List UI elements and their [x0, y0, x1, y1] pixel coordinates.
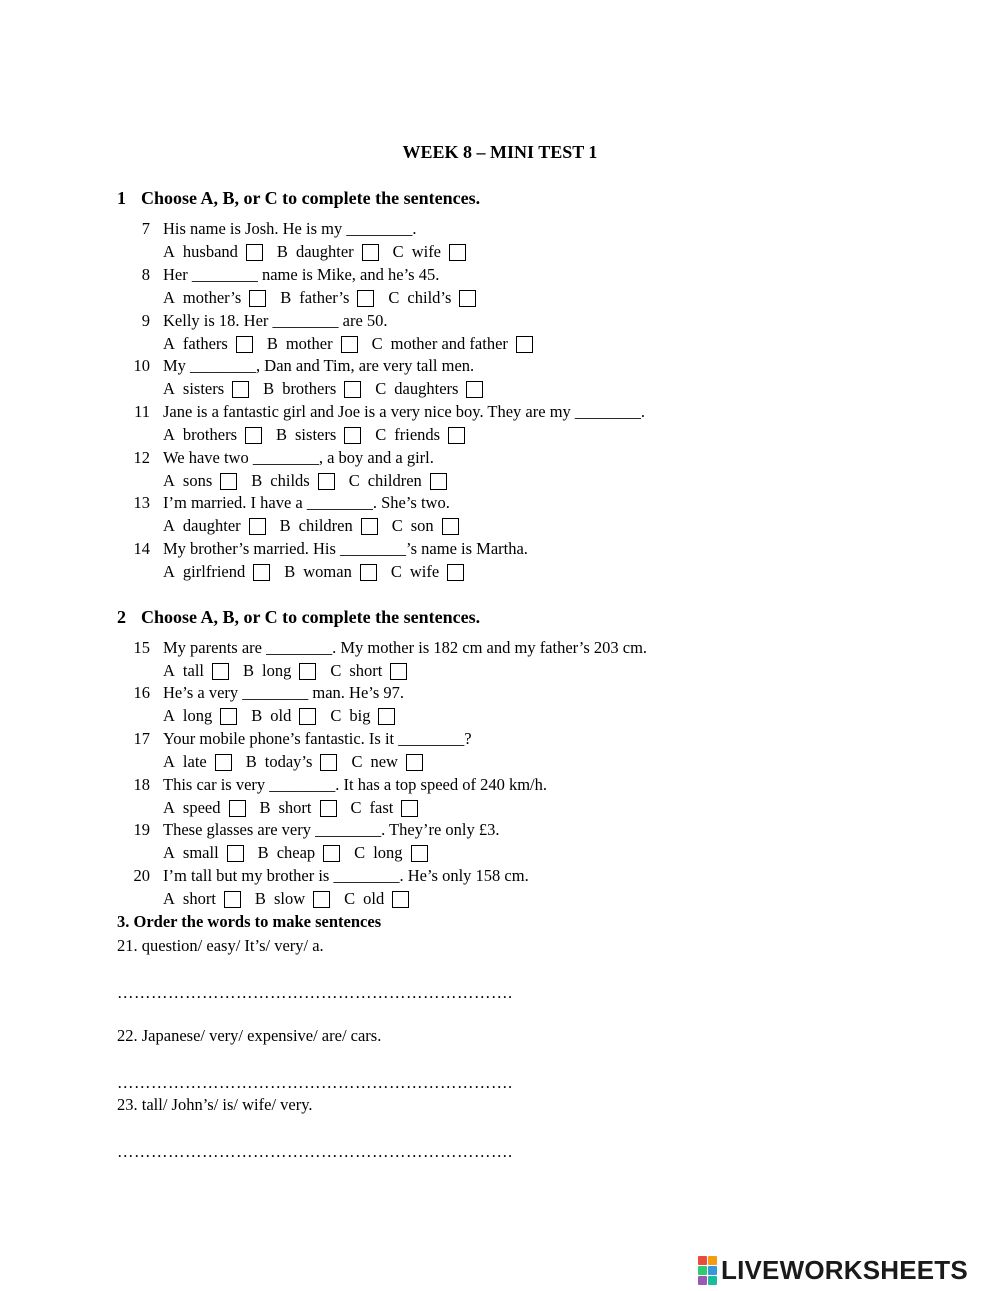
option-label: long: [373, 843, 403, 862]
logo-square-1: [698, 1256, 707, 1265]
answer-checkbox[interactable]: [360, 564, 377, 581]
option-letter: C: [371, 334, 383, 353]
question-text: My parents are ________. My mother is 182 cm and my father’s 203 cm.: [163, 638, 648, 657]
option-label: friends: [394, 425, 441, 444]
logo-square-6: [708, 1276, 717, 1285]
question-15: [0, 638, 1000, 682]
answer-checkbox[interactable]: [442, 518, 459, 535]
option-label: today’s: [264, 752, 313, 771]
option-label: tall: [182, 661, 204, 680]
liveworksheets-logo: [698, 1256, 968, 1284]
question-11: [0, 402, 1000, 446]
option-c[interactable]: [392, 516, 459, 536]
option-label: new: [370, 752, 398, 771]
option-label: mother: [285, 334, 333, 353]
answer-checkbox[interactable]: [378, 708, 395, 725]
option-c[interactable]: [375, 425, 465, 445]
question-number: 10: [133, 356, 150, 375]
option-letter: A: [163, 798, 175, 817]
question-text: His name is Josh. He is my ________.: [163, 219, 417, 238]
answer-checkbox[interactable]: [344, 427, 361, 444]
option-b[interactable]: [255, 889, 330, 909]
option-letter: A: [163, 752, 175, 771]
option-c[interactable]: [351, 798, 419, 818]
answer-checkbox[interactable]: [362, 244, 379, 261]
question-number: 8: [141, 265, 150, 284]
answer-checkbox[interactable]: [227, 845, 244, 862]
question-text: These glasses are very ________. They’re only £3.: [163, 820, 500, 839]
option-label: short: [349, 661, 383, 680]
answer-checkbox[interactable]: [212, 663, 229, 680]
answer-checkbox[interactable]: [299, 663, 316, 680]
question-text: My ________, Dan and Tim, are very tall men.: [163, 356, 475, 375]
question-number: 20: [133, 866, 150, 885]
option-label: children: [367, 471, 422, 490]
question-7: [0, 219, 1000, 263]
option-letter: C: [375, 379, 387, 398]
option-letter: C: [354, 843, 366, 862]
option-label: daughter: [295, 242, 354, 261]
question-number: 17: [133, 729, 150, 748]
answer-options: [163, 562, 478, 582]
section-1-title: Choose A, B, or C to complete the sentences.: [141, 188, 481, 208]
answer-checkbox[interactable]: [313, 891, 330, 908]
question-text: My brother’s married. His ________’s name is Martha.: [163, 539, 528, 558]
option-letter: C: [330, 661, 342, 680]
option-label: children: [298, 516, 353, 535]
question-number: 12: [133, 448, 150, 467]
option-label: slow: [273, 889, 306, 908]
answer-options: [163, 889, 423, 909]
option-letter: B: [243, 661, 255, 680]
answer-checkbox[interactable]: [411, 845, 428, 862]
section-3-heading: 3. Order the words to make sentences: [117, 912, 382, 931]
answer-options: [163, 471, 461, 491]
answer-checkbox[interactable]: [392, 891, 409, 908]
option-letter: B: [254, 889, 266, 908]
option-letter: A: [163, 843, 175, 862]
option-label: child’s: [407, 288, 452, 307]
answer-checkbox[interactable]: [449, 244, 466, 261]
answer-checkbox[interactable]: [406, 754, 423, 771]
option-c[interactable]: [330, 706, 395, 726]
order-words-prompt: 21. question/ easy/ It’s/ very/ a.: [117, 936, 324, 955]
answer-options: [163, 661, 421, 681]
logo-square-5: [698, 1276, 707, 1285]
logo-square-3: [698, 1266, 707, 1275]
question-12: [0, 448, 1000, 492]
section-1-heading: [117, 188, 480, 209]
option-letter: A: [163, 562, 175, 581]
option-label: short: [182, 889, 216, 908]
option-label: girlfriend: [182, 562, 246, 581]
answer-options: [163, 798, 432, 818]
option-letter: B: [251, 471, 263, 490]
option-label: late: [182, 752, 207, 771]
question-19: [0, 820, 1000, 864]
option-label: old: [363, 889, 385, 908]
option-letter: C: [391, 516, 403, 535]
answer-checkbox[interactable]: [245, 427, 262, 444]
option-letter: B: [257, 843, 269, 862]
section-2-number: 2: [117, 607, 126, 627]
option-b[interactable]: [258, 843, 341, 863]
question-number: 7: [141, 219, 150, 238]
question-text: I’m married. I have a ________. She’s two.: [163, 493, 450, 512]
option-a[interactable]: [163, 516, 266, 536]
answer-options: [163, 425, 479, 445]
option-c[interactable]: [388, 288, 476, 308]
option-a[interactable]: [163, 425, 262, 445]
answer-checkbox[interactable]: [361, 518, 378, 535]
option-a[interactable]: [163, 798, 246, 818]
option-letter: B: [251, 706, 263, 725]
option-label: wife: [411, 242, 442, 261]
answer-checkbox[interactable]: [224, 891, 241, 908]
option-c[interactable]: [349, 471, 447, 491]
option-c[interactable]: [372, 334, 533, 354]
question-number: 9: [141, 311, 150, 330]
option-b[interactable]: [276, 425, 361, 445]
order-words-prompt: 22. Japanese/ very/ expensive/ are/ cars.: [117, 1026, 382, 1045]
option-letter: B: [279, 516, 291, 535]
option-b[interactable]: [260, 798, 337, 818]
answer-checkbox[interactable]: [430, 473, 447, 490]
option-b[interactable]: [280, 288, 374, 308]
option-letter: C: [392, 242, 404, 261]
option-b[interactable]: [284, 562, 377, 582]
option-c[interactable]: [393, 242, 466, 262]
option-label: sisters: [295, 425, 337, 444]
option-a[interactable]: [163, 288, 266, 308]
option-letter: A: [163, 516, 175, 535]
answer-line[interactable]: …………………………………………………………….: [117, 983, 513, 1002]
option-letter: C: [390, 562, 402, 581]
option-label: short: [278, 798, 312, 817]
option-b[interactable]: [267, 334, 358, 354]
question-text: Her ________ name is Mike, and he’s 45.: [163, 265, 440, 284]
option-letter: B: [276, 425, 288, 444]
option-label: childs: [270, 471, 310, 490]
option-label: speed: [182, 798, 221, 817]
option-label: long: [262, 661, 292, 680]
option-a[interactable]: [163, 661, 229, 681]
option-letter: B: [280, 288, 292, 307]
question-text: Your mobile phone’s fantastic. Is it ________?: [163, 729, 472, 748]
answer-checkbox[interactable]: [215, 754, 232, 771]
answer-checkbox[interactable]: [447, 564, 464, 581]
option-letter: C: [388, 288, 400, 307]
option-letter: A: [163, 288, 175, 307]
question-text: I’m tall but my brother is ________. He’s only 158 cm.: [163, 866, 529, 885]
option-label: mother’s: [182, 288, 242, 307]
answer-options: [163, 843, 442, 863]
question-9: [0, 311, 1000, 355]
answer-checkbox[interactable]: [390, 663, 407, 680]
answer-checkbox[interactable]: [323, 845, 340, 862]
option-letter: A: [163, 889, 175, 908]
option-letter: A: [163, 661, 175, 680]
question-10: [0, 356, 1000, 400]
option-label: old: [270, 706, 292, 725]
option-label: fast: [369, 798, 394, 817]
option-letter: C: [351, 752, 363, 771]
option-label: mother and father: [390, 334, 508, 353]
order-words-prompt: 23. tall/ John’s/ is/ wife/ very.: [117, 1095, 313, 1114]
option-letter: A: [163, 425, 175, 444]
question-number: 15: [133, 638, 150, 657]
question-number: 13: [133, 493, 150, 512]
option-letter: C: [350, 798, 362, 817]
option-a[interactable]: [163, 752, 232, 772]
option-label: cheap: [276, 843, 316, 862]
logo-text: LIVEWORKSHEETS: [721, 1254, 968, 1285]
option-letter: C: [344, 889, 356, 908]
option-c[interactable]: [375, 379, 483, 399]
option-b[interactable]: [243, 661, 316, 681]
option-a[interactable]: [163, 379, 249, 399]
option-a[interactable]: [163, 889, 241, 909]
option-b[interactable]: [280, 516, 378, 536]
option-b[interactable]: [246, 752, 338, 772]
option-label: husband: [182, 242, 238, 261]
option-c[interactable]: [354, 843, 427, 863]
answer-checkbox[interactable]: [246, 244, 263, 261]
option-letter: B: [266, 334, 278, 353]
answer-checkbox[interactable]: [299, 708, 316, 725]
question-text: We have two ________, a boy and a girl.: [163, 448, 434, 467]
answer-line[interactable]: …………………………………………………………….: [117, 1073, 513, 1092]
option-b[interactable]: [277, 242, 379, 262]
option-label: fathers: [182, 334, 228, 353]
answer-checkbox[interactable]: [320, 800, 337, 817]
option-c[interactable]: [344, 889, 409, 909]
answer-checkbox[interactable]: [249, 290, 266, 307]
question-14: [0, 539, 1000, 583]
answer-line[interactable]: …………………………………………………………….: [117, 1142, 513, 1161]
option-letter: B: [284, 562, 296, 581]
option-c[interactable]: [391, 562, 464, 582]
option-label: wife: [409, 562, 440, 581]
answer-options: [163, 752, 437, 772]
answer-checkbox[interactable]: [220, 473, 237, 490]
question-18: [0, 775, 1000, 819]
answer-checkbox[interactable]: [318, 473, 335, 490]
option-a[interactable]: [163, 706, 237, 726]
answer-checkbox[interactable]: [466, 381, 483, 398]
question-17: [0, 729, 1000, 773]
answer-checkbox[interactable]: [249, 518, 266, 535]
question-13: [0, 493, 1000, 537]
section-1-number: 1: [117, 188, 126, 208]
option-label: son: [410, 516, 434, 535]
option-letter: A: [163, 334, 175, 353]
question-8: [0, 265, 1000, 309]
logo-mark-icon: [698, 1256, 717, 1285]
page-title: WEEK 8 – MINI TEST 1: [402, 142, 598, 162]
answer-checkbox[interactable]: [253, 564, 270, 581]
option-a[interactable]: [163, 843, 244, 863]
answer-options: [163, 288, 490, 308]
option-label: woman: [303, 562, 352, 581]
option-letter: B: [259, 798, 271, 817]
answer-options: [163, 516, 473, 536]
option-b[interactable]: [263, 379, 361, 399]
section-2-heading: [117, 607, 480, 628]
option-a[interactable]: [163, 334, 253, 354]
answer-checkbox[interactable]: [220, 708, 237, 725]
answer-checkbox[interactable]: [516, 336, 533, 353]
option-letter: A: [163, 471, 175, 490]
answer-options: [163, 242, 480, 262]
option-letter: B: [263, 379, 275, 398]
option-letter: A: [163, 706, 175, 725]
option-label: long: [182, 706, 213, 725]
answer-checkbox[interactable]: [236, 336, 253, 353]
option-a[interactable]: [163, 471, 237, 491]
option-label: father’s: [299, 288, 350, 307]
question-number: 14: [133, 539, 150, 558]
question-text: This car is very ________. It has a top speed of 240 km/h.: [163, 775, 548, 794]
answer-checkbox[interactable]: [320, 754, 337, 771]
answer-options: [163, 706, 409, 726]
logo-square-2: [708, 1256, 717, 1265]
option-letter: C: [348, 471, 360, 490]
answer-checkbox[interactable]: [401, 800, 418, 817]
question-text: Jane is a fantastic girl and Joe is a very nice boy. They are my ________.: [163, 402, 646, 421]
answer-checkbox[interactable]: [357, 290, 374, 307]
option-b[interactable]: [251, 471, 334, 491]
answer-checkbox[interactable]: [229, 800, 246, 817]
option-letter: B: [276, 242, 288, 261]
question-text: He’s a very ________ man. He’s 97.: [163, 683, 405, 702]
section-2-title: Choose A, B, or C to complete the sentences.: [141, 607, 481, 627]
option-b[interactable]: [251, 706, 316, 726]
option-label: sisters: [182, 379, 225, 398]
logo-square-4: [708, 1266, 717, 1275]
question-number: 11: [134, 402, 150, 421]
option-letter: C: [375, 425, 387, 444]
question-text: Kelly is 18. Her ________ are 50.: [163, 311, 388, 330]
option-letter: A: [163, 242, 175, 261]
option-letter: B: [245, 752, 257, 771]
option-letter: A: [163, 379, 175, 398]
option-letter: C: [330, 706, 342, 725]
question-number: 18: [133, 775, 150, 794]
option-label: brothers: [182, 425, 237, 444]
option-label: sons: [182, 471, 213, 490]
option-label: daughter: [182, 516, 241, 535]
option-a[interactable]: [163, 562, 270, 582]
option-label: daughters: [394, 379, 459, 398]
option-label: brothers: [282, 379, 337, 398]
answer-checkbox[interactable]: [448, 427, 465, 444]
answer-checkbox[interactable]: [459, 290, 476, 307]
question-number: 19: [133, 820, 150, 839]
answer-options: [163, 334, 547, 354]
question-number: 16: [133, 683, 150, 702]
option-a[interactable]: [163, 242, 263, 262]
option-c[interactable]: [351, 752, 423, 772]
answer-checkbox[interactable]: [232, 381, 249, 398]
answer-options: [163, 379, 497, 399]
answer-checkbox[interactable]: [341, 336, 358, 353]
answer-checkbox[interactable]: [344, 381, 361, 398]
option-label: big: [349, 706, 371, 725]
question-16: [0, 683, 1000, 727]
option-label: small: [182, 843, 219, 862]
option-c[interactable]: [330, 661, 407, 681]
question-20: [0, 866, 1000, 910]
